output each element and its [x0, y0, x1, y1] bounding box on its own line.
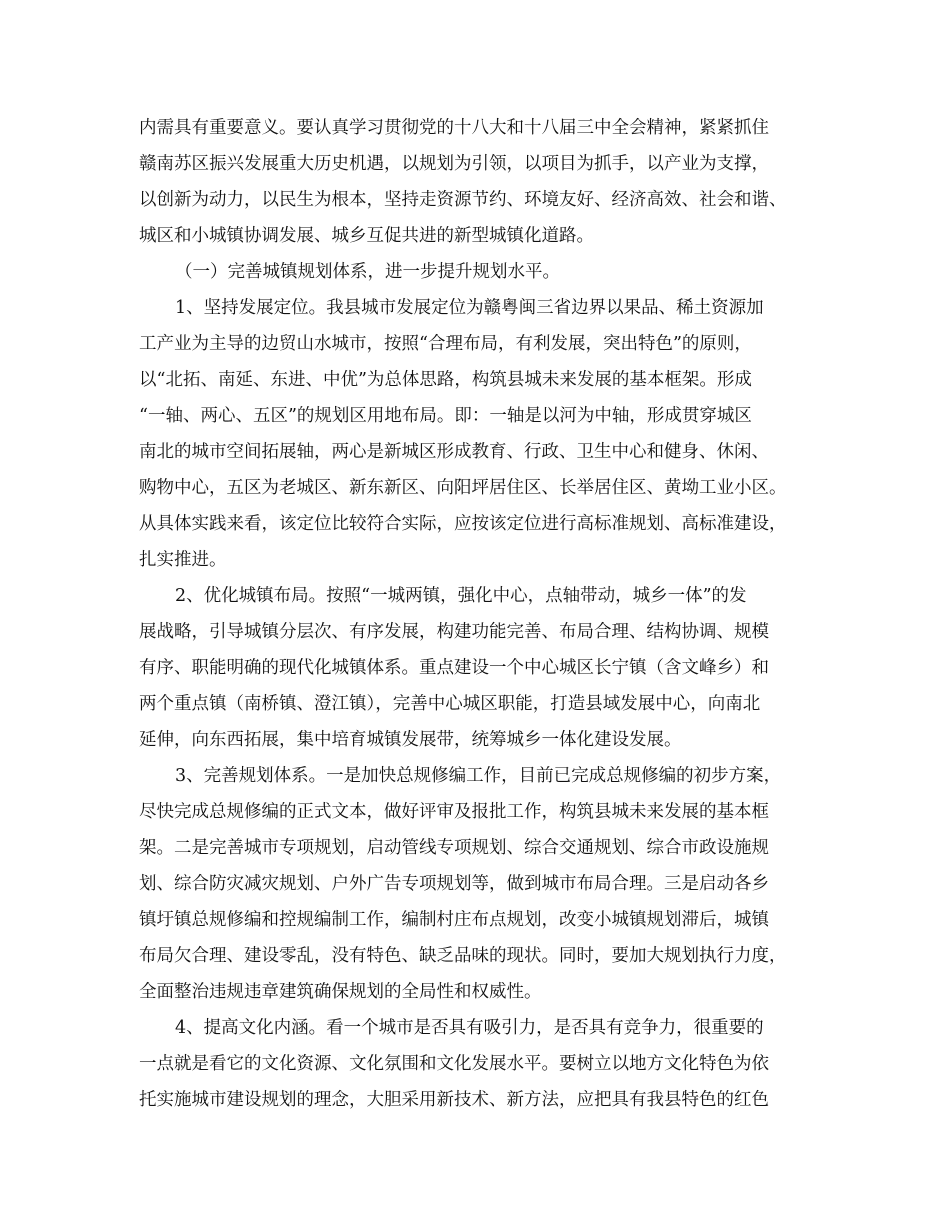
text-line: 城区和小城镇协调发展、城乡互促共进的新型城镇化道路。: [139, 226, 594, 246]
text-line: 划、综合防灾减灾规划、户外广告专项规划等，做到城市布局合理。三是启动各乡: [139, 874, 769, 894]
text-line: 两个重点镇（南桥镇、澄江镇），完善中心城区职能，打造县域发展中心，向南北: [139, 694, 761, 714]
paragraph-start: 1、坚持发展定位。我县城市发展定位为赣粤闽三省边界以果品、稀土资源加: [175, 298, 764, 318]
text-line: 延伸，向东西拓展，集中培育城镇发展带，统筹城乡一体化建设发展。: [139, 730, 682, 750]
paragraph-start: 4、提高文化内涵。看一个城市是否具有吸引力，是否具有竞争力，很重要的: [175, 1018, 764, 1038]
text-line: 从具体实践来看，该定位比较符合实际，应按该定位进行高标准规划、高标准建设，: [139, 514, 787, 534]
text-line: 赣南苏区振兴发展重大历史机遇，以规划为引领，以项目为抓手，以产业为支撑，: [139, 154, 769, 174]
text-line: 全面整治违规违章建筑确保规划的全局性和权威性。: [139, 982, 542, 1002]
text-line: 展战略，引导城镇分层次、有序发展，构建功能完善、布局合理、结构协调、规模: [139, 622, 769, 642]
section-heading: （一）完善城镇规划体系，进一步提升规划水平。: [175, 262, 560, 282]
text-line: “一轴、两心、五区”的规划区用地布局。即：一轴是以河为中轴，形成贯穿城区: [139, 406, 752, 426]
text-line: 南北的城市空间拓展轴，两心是新城区形成教育、行政、卫生中心和健身、休闲、: [139, 442, 769, 462]
text-line: 有序、职能明确的现代化城镇体系。重点建设一个中心城区长宁镇（含文峰乡）和: [139, 658, 769, 678]
text-line: 布局欠合理、建设零乱，没有特色、缺乏品味的现状。同时，要加大规划执行力度，: [139, 946, 787, 966]
text-line: 托实施城市建设规划的理念，大胆采用新技术、新方法，应把具有我县特色的红色: [139, 1090, 769, 1110]
text-line: 内需具有重要意义。要认真学习贯彻党的十八大和十八届三中全会精神，紧紧抓住: [139, 118, 769, 138]
paragraph-start: 3、完善规划体系。一是加快总规修编工作，目前已完成总规修编的初步方案，: [175, 766, 782, 786]
text-line: 扎实推进。: [139, 550, 227, 570]
paragraph-start: 2、优化城镇布局。按照“一城两镇，强化中心，点轴带动，城乡一体”的发: [175, 586, 747, 606]
text-line: 镇圩镇总规修编和控规编制工作，编制村庄布点规划，改变小城镇规划滞后，城镇: [139, 910, 769, 930]
text-line: 架。二是完善城市专项规划，启动管线专项规划、综合交通规划、综合市政设施规: [139, 838, 769, 858]
text-line: 以“北拓、南延、东进、中优”为总体思路，构筑县城未来发展的基本框架。形成: [139, 370, 752, 390]
text-line: 尽快完成总规修编的正式文本，做好评审及报批工作，构筑县城未来发展的基本框: [139, 802, 769, 822]
text-line: 购物中心，五区为老城区、新东新区、向阳坪居住区、长举居住区、黄坳工业小区。: [139, 478, 787, 498]
text-line: 工产业为主导的边贸山水城市，按照“合理布局，有利发展，突出特色”的原则，: [139, 334, 752, 354]
text-line: 一点就是看它的文化资源、文化氛围和文化发展水平。要树立以地方文化特色为依: [139, 1054, 769, 1074]
text-line: 以创新为动力，以民生为根本，坚持走资源节约、环境友好、经济高效、社会和谐、: [139, 190, 787, 210]
